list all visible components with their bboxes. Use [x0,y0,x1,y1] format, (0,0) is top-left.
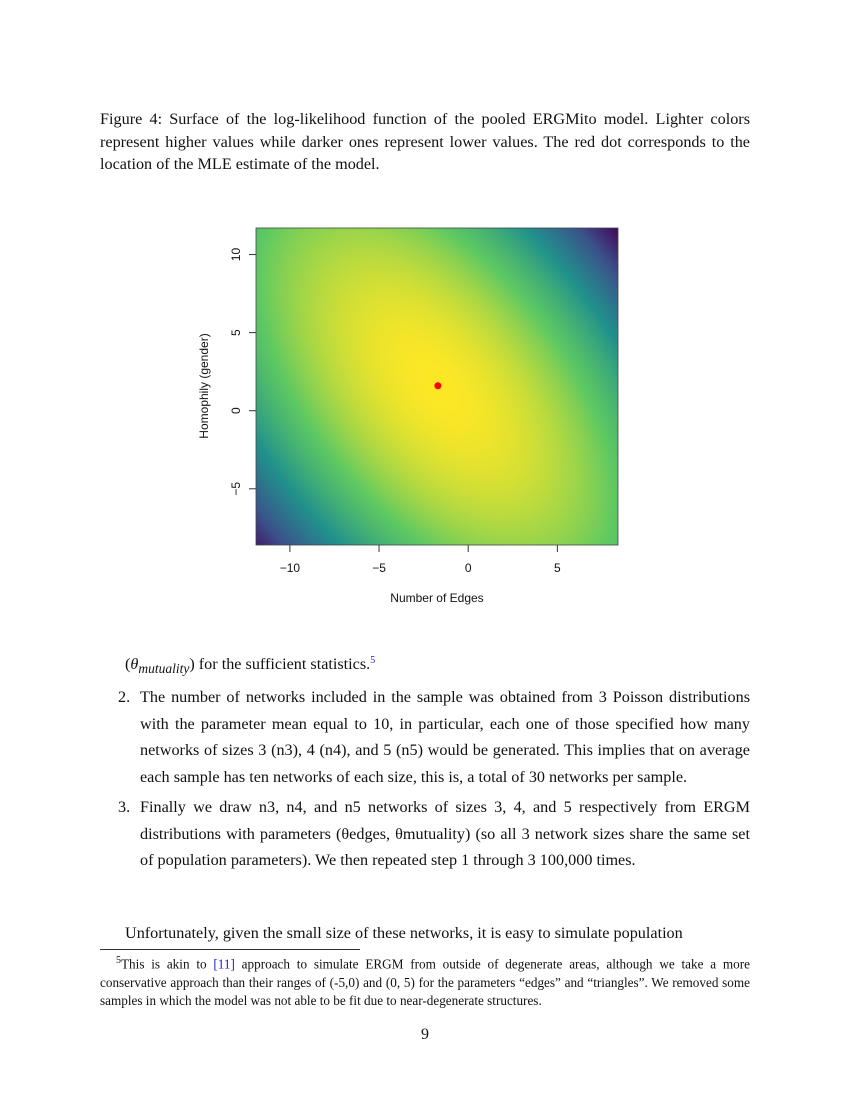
footnote-text: approach to simulate ERGM from outside of degenerate areas, although we take a more conservative approach than their ranges of (-5,0) and (0, 5) for the parameters “edges” and “triangles”. We removed some samples in which the model was not able to be fit due to near-degenerate structures. [100,956,750,1009]
x-axis-label: Number of Edges [390,591,484,605]
footnote [100,952,750,1011]
y-tick-label: 0 [229,407,243,415]
list-number: 2. [118,688,131,706]
footnote-ref[interactable]: 5 [370,655,376,666]
y-tick-label: −5 [229,481,243,496]
list-item [100,794,750,874]
page-number: 9 [421,1026,429,1043]
y-axis-label: Homophily (gender) [197,333,211,439]
figure-caption: Figure 4: Surface of the log-likelihood function of the pooled ERGMito model. Lighter colors represent higher values while darker ones represent lower values. The red dot corresponds to the location of the MLE estimate of the model. [100,110,750,173]
list-item [100,684,750,790]
list-text: Finally we draw n3, n4, and n5 networks of sizes 3, 4, and 5 respectively from ERGM distributions with parameters (θedges, θmutuality) (so all 3 network sizes share the same set of population parameters). We then repeated step 1 through 3 100,000 times. [140,798,750,869]
list-number: 3. [118,798,131,816]
y-tick-label: 5 [229,329,243,336]
loglik-heatmap [190,220,630,610]
theta-mutuality-text: $(\theta_{mutuality})$ for the sufficient statistics. [125,655,371,677]
continuation-text [125,648,755,683]
x-tick-label: 5 [554,561,561,575]
footnote-text: This is akin to [121,956,214,972]
y-tick-label: 10 [229,247,243,262]
paragraph: Unfortunately, given the small size of these networks, it is easy to simulate population [125,924,683,942]
footnote-rule [100,949,360,950]
mle-point [434,382,441,389]
footnote-mark: 5 [116,955,121,966]
citation-link[interactable]: [11] [213,956,235,972]
x-tick-label: 0 [464,561,472,575]
x-tick-label: −5 [372,561,386,575]
list-text: The number of networks included in the sample was obtained from 3 Poisson distributions with the parameter mean equal to 10, in particular, each one of those specified how many networks of sizes 3 (n3), 4 (n4), and 5 (n5) would be generated. This implies that on average each sample has ten networks of each size, this is, a total of 30 networks per sample. [140,688,750,786]
x-tick-label: −10 [279,561,301,575]
